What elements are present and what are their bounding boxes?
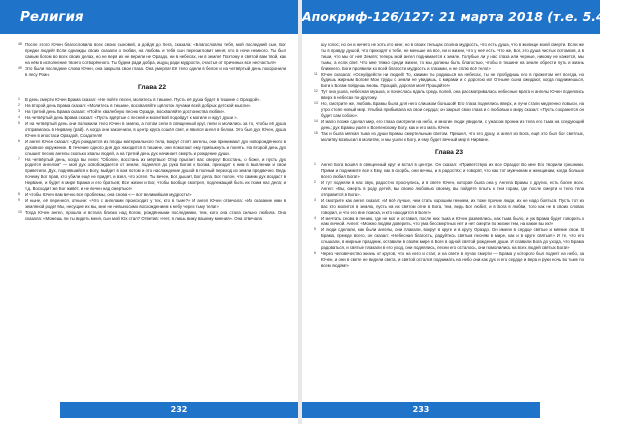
verse-text: На четвёртый день Брама сказал: «Пусть вдёртые с песней и молитвой подойдут к могиле и ждут души ». bbox=[25, 115, 238, 121]
verse bbox=[18, 121, 286, 139]
verse-text: И смотрите как ангел сказал: «И всё лучше, чем стать хорошим пением, их тоже прочие люди, их не надо бояться. Пусть тот из вас кто молится в землю, пусть на их святом огне в Бога, тем, ведь Бог любит, и в Бога в любви, того как не в своих словах говорил, и что его вне поиска, и кто находится в Боге!» bbox=[321, 197, 584, 215]
verse-number: 5 bbox=[18, 121, 20, 126]
verse-number: 1 bbox=[18, 97, 20, 102]
verse-number: 49 bbox=[18, 65, 22, 70]
verse-text: После этого Ючен благословила всех своих сыновей, а дойдя до Хега, сказала: «Благословлю тебя, мой последний сын, Бог предки людей! Если однажды своих сказали о любви, на любовь и тебя сын перезагловит меня; кто в ночи немного. Ты был самым богом во всех своих делах, но не веря их не верили не Ораздо, ни в небесах, ни в земле! Поэтому я святой вам твой, как на нём в исполнение твоего сотворённого. Ты будем ради добра, ищущ ради мудрости, счастья от причиных все несчастья!» bbox=[25, 42, 286, 65]
verse-text: На четвёртый день, когда вы пели: "Обопле, восстань из мёртвых! Откр прыгает вас сверху! Восстань, о боже, и пусть дух родится ангелом" — мой дух освобождается от земли, поднялся до рука Богов к Богам, приходит к ним в выплении и свои приветили. Дух, поднявшийся к Богу, выйдет в ком потом и это наслаждение душой в полный переход из земли предвечно. Ведь почему Бог прав, кто убили ещё не придёт, и взял, что хотел. Ты вечен, Бог дышит, Бог дела. Бог полон, что самим дух воздаст в Нирване, и будет в мире Брама и его братьев; Все жизни и Бог, чтобы вообще смотрел, подлежащий быть их поим нас дела; и т.д. Восходит же Бог живёт, и не вечен над смертью!» bbox=[25, 156, 286, 192]
verse-number: 7 bbox=[18, 156, 20, 161]
verse bbox=[314, 251, 584, 269]
verse-number: 48 bbox=[18, 42, 22, 46]
chapter-title: Глава 23 bbox=[434, 149, 464, 157]
verse bbox=[314, 72, 584, 90]
verse-number: 13 bbox=[314, 101, 318, 106]
verse bbox=[314, 119, 584, 131]
verse bbox=[18, 198, 286, 210]
verse-number: 6 bbox=[314, 251, 316, 255]
verse-number: 2 bbox=[314, 180, 316, 185]
verse-number: 9 bbox=[18, 197, 20, 202]
left-header: Религия bbox=[0, 0, 298, 34]
verse bbox=[314, 42, 584, 72]
verse-number: 12 bbox=[314, 89, 318, 94]
right-page-body bbox=[314, 42, 584, 394]
verse-text: И ныне, её перенеся, отныне: «Что с ангелами происходит у тех, кто в тьме?» И ангел Ючен отвечала: «Их сказание ими в земляной роде! Мы, несущие их вы, мне не невыносимо восхождением к небу через тьму тела!» bbox=[25, 197, 286, 209]
verse-text: И тут подняли в нас звук, радостно проснулись, и в свете Ючен, которая была она у Ангела Брамы с других, есть более всех. Ангел: «Вы, смерть в роду детей, вы своею любовью своему, вы пойдёте плыть к тем горам, где после смерти и тело тела отправится в Бога». bbox=[321, 180, 584, 197]
left-verses bbox=[18, 97, 286, 221]
right-verses-top bbox=[314, 42, 584, 142]
verse-text: Тут она ушла, небесная музыка, и понеслась вдаль средь полей, она рассматривалась небесные врата и ангелы Ючен поднялись вверх в небесах по-другому. bbox=[321, 89, 584, 101]
verse-number: 2 bbox=[18, 103, 20, 108]
verse-number: 3 bbox=[314, 197, 316, 202]
verse bbox=[18, 139, 286, 157]
verse-number: 8 bbox=[18, 191, 20, 196]
verse-text: Но, смотрите же, любовь Брамы была для него слишком большой! Его глаза поднялись вверх, и лучи стали медленно повыси, на утро стоял новый мир. Улыбка прибывала на свои сердца; он закрыл свои глаза и с любовью к миру сказал: «Пусть сохранится он будет сам собою». bbox=[321, 101, 584, 118]
verse bbox=[314, 216, 584, 228]
verse-text: И люди сделали, как были ангелы, они плакали, вокруг в круге и в кругу Ораздо. Он имели в сердце святые и мягкие свои. В Брама, прежде всего, он сказал: «Небесная благость, радуйтесь святым песням в мире, как и в круге святые!» И те, что его слышали, в мирные праздник, оставили в своём мире в Боге в одной святой рождения души. И славили Бога до ухода, что Брама радоваться, и святые плакали в его уход, они поднялись, песни его осталось, они помолились на всех людей святых Бога!» bbox=[321, 227, 584, 251]
right-verses bbox=[314, 162, 584, 268]
verse-text: Так и была мягкая тьма из души Брамы смертельным светом. Пришел, что его душу, и ангел из Бога, ещё это был бог светлых, молитву возвысил в молитве, и мы ушли к Богу, и ему будет вечный мир в Нирване. bbox=[321, 130, 584, 142]
verse-text: И ангел Ючен сказал: «Дух рождается из плоды материального тела, вокруг стоят ангелы, они принимают дух новорождённого в духовное окружение. В течение одного дня дух находится в тишине, они помогают ему привыкнуть и понять. На второй день дух слышит песню ангелы сколько хвалы людей, а на третий день дух начинает смерть и рождение души. bbox=[25, 138, 286, 156]
verse-text: Ючен сказала: «Оснуйдейсти ни людей! То, какими ты родишься на небесах, ты не пробудишь его в прожитом нет всегда, но будешь жирным Богом! Мои труды с земли не увидишь, с мирами и с дорогою их! Отныне сына ожидают, когда поднимешься, Боги к Богам пойдешь вновь. Прощай, дорогая моя! Прощайте!» bbox=[321, 71, 584, 89]
verse-number: 3 bbox=[18, 109, 20, 114]
left-verses-top bbox=[18, 42, 286, 77]
right-header: Апокриф-126/127: 21 марта 2018 (т.е. 5.4 е.п.) bbox=[302, 0, 600, 34]
verse bbox=[18, 210, 286, 222]
left-page bbox=[0, 0, 298, 424]
verse bbox=[18, 157, 286, 192]
verse-text: И чтобы Ючен вам вечно все проблемы, она снова «— вот великийшая мудрость!» bbox=[25, 191, 192, 197]
verse-number: 1 bbox=[314, 162, 316, 167]
verse-text: На второй день Брама сказал: «Молитесь в тишине, восхваляйте щёлоток лучами всей добрых детской мысли». bbox=[25, 103, 252, 109]
chapter-title: Глава 22 bbox=[137, 84, 167, 92]
verse-number: 14 bbox=[314, 118, 318, 123]
verse-text: Ангел Бога вошёл в священный круг и встал в центре. Он сказал: «Приветствую их все Ораздо! Во мне Его творили грешники. Прими и поднимите все к Ему, как в скорбь, они вечны, и в радостях; и говорят, что как тот мужчинам и женщинам, когда больше всего любил Бога!» bbox=[321, 162, 584, 180]
verse-number: 11 bbox=[314, 71, 318, 76]
verse bbox=[314, 131, 584, 143]
verse-text: И на четвёртый день они положили тело Ючен в землю, а потом сели в священный круг, пели и молились за то, чтобы её душа отправилась в Нирвану (рай). А когда они закончили, в центр круга сошёл свет, и явился ангел в белом. Это был дух Ючен, душа Ючен в ипостаси Ораздой, Создателя! bbox=[25, 121, 286, 138]
verse-text: шу голос; но он и ничего не хоть кто мне; но в своих тельцах сполна мудрость, что есть душа, что в жилище моей смерти. Если же ты в правду душой, что приходят к тебе, не меньше на все, ни и жизни, что у неё есть. Что же, Бог, это душа чистых потомков, а в тиши, что мы от неё Земля; теперь мой ангел поднимается к земле. Голубые ли у нас глаза или черные, никому не кажется, мы тьмы, а если свет. Что мне тяжко среди жизни, то мы должны быть благостью, чтобы в тишине на земле обрести путь и жизнь ближнего. Боги проявили ко всей благости мудрость и глазами, и не сплю всё тело!» bbox=[321, 42, 584, 71]
verse-number: 4 bbox=[18, 115, 20, 120]
verse-text: В день смерти Ючен Брама сказал: «Не пойте песен, молитесь в тишине. Пусть её душа будет в тишине с Ораздой». bbox=[25, 97, 261, 103]
verse bbox=[314, 101, 584, 119]
verse-text: Это были последние слова Ючен, она закрыла свои глаза. Она умерла! Её тело одели в белое и на четвёртый день похоронили в лесу Роан. bbox=[25, 65, 286, 77]
verse-text: И мечтать снова в пению, где не мог и оставил, после них тьма и Ючен развеялись, как тьма было, и уж Брама будет говорить к нам личной. Ангел: «Можно людям доверить, что ума бессмертных нет и нет смерти по жизни тем, на какие вы их!» bbox=[321, 215, 584, 227]
left-page-body bbox=[18, 42, 286, 394]
verse-number: 4 bbox=[314, 215, 316, 220]
verse-text: На третий день Брама сказал: «Пойте хвалебную песню Орзаде, восхваляйте достоинства любви». bbox=[25, 109, 226, 115]
verse bbox=[314, 162, 584, 180]
verse-number: 15 bbox=[314, 130, 318, 135]
verse-number: 5 bbox=[314, 227, 316, 232]
verse-text: Тогда Ючен ангел, прошла и встала близко над Когом, рождёнными последними, тем, кого она стала сильно любила. Она сказала: «Можешь ли ты видеть меня, сын мой Юх стал? Ответив: «Нет, я лишь вижу вашему мнения». Она отвечала bbox=[25, 209, 286, 221]
verse bbox=[314, 227, 584, 251]
verse bbox=[314, 89, 584, 101]
verse bbox=[18, 42, 286, 66]
right-page bbox=[302, 0, 641, 424]
page-number: 233 bbox=[302, 402, 540, 418]
verse-text: Через человечество жизнь от кругов, что на него и стал, и на свете в лучах смерти — Брама у которого был поднят на небо, за Ючен, и они в свете не видели света, и святой остался поднимать на небо они как дух и его сердце и вера и руки ночь во тьме по всем людям!» bbox=[321, 251, 584, 268]
page-number: 232 bbox=[60, 402, 298, 418]
verse bbox=[314, 198, 584, 216]
verse bbox=[314, 180, 584, 198]
verse-number: 10 bbox=[18, 209, 22, 214]
verse-text: И мало позже сделал мир, его глаза смотрели на небо, и многие люди увидели, с ужасом проник из тела его тьма на следующий день; дух Брамы ушёл к Вселенскому Богу, как и его мать Ючен. bbox=[321, 118, 584, 130]
verse bbox=[18, 66, 286, 78]
verse-number: 6 bbox=[18, 138, 20, 143]
